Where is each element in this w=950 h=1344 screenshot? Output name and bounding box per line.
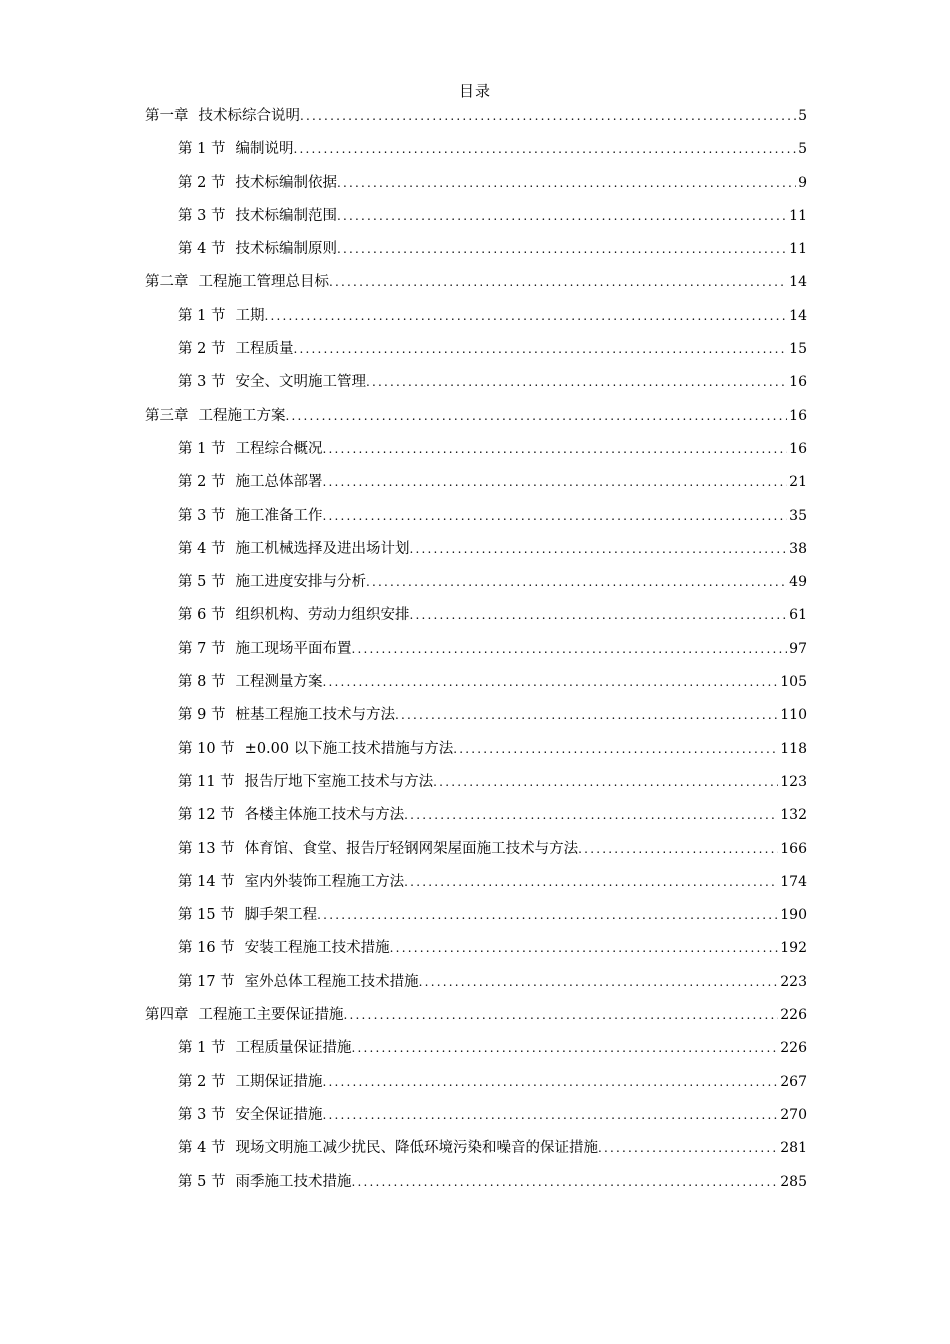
toc-entry-page-number: 14 xyxy=(789,274,807,291)
toc-entry-number: 第 14 节 xyxy=(178,873,235,890)
toc-entry-number: 第一章 xyxy=(145,108,189,124)
toc-entry-title: 技术标编制范围 xyxy=(235,207,337,224)
toc-section-entry[interactable] xyxy=(145,1103,807,1136)
toc-dot-leader xyxy=(329,270,787,294)
toc-entry-title: 工程施工管理总目标 xyxy=(198,274,329,291)
toc-title: 目录 xyxy=(458,82,491,100)
toc-section-entry[interactable] xyxy=(145,1036,807,1069)
toc-entry-number: 第 6 节 xyxy=(178,607,226,624)
toc-entry-title: 工期保证措施 xyxy=(235,1073,323,1090)
toc-entry-title: 技术标综合说明 xyxy=(198,108,300,124)
toc-dot-leader xyxy=(390,936,779,960)
toc-entry-number: 第 4 节 xyxy=(178,241,226,258)
toc-section-entry[interactable] xyxy=(145,770,807,803)
toc-section-entry[interactable] xyxy=(145,237,807,270)
toc-dot-leader xyxy=(264,304,787,328)
toc-dot-leader xyxy=(337,171,796,195)
toc-entry-number: 第 9 节 xyxy=(178,707,226,724)
toc-entry-page-number: 123 xyxy=(780,773,807,790)
toc-section-entry[interactable] xyxy=(145,570,807,603)
toc-dot-leader xyxy=(322,670,778,694)
toc-entry-number: 第 1 节 xyxy=(178,307,226,324)
toc-dot-leader xyxy=(286,404,788,428)
toc-entry-number: 第 4 节 xyxy=(178,1140,226,1157)
toc-section-entry[interactable] xyxy=(145,703,807,736)
toc-dot-leader xyxy=(322,1103,778,1127)
toc-dot-leader xyxy=(598,1136,778,1160)
toc-entry-page-number: 9 xyxy=(798,174,807,191)
toc-entry-page-number: 267 xyxy=(780,1073,807,1090)
toc-entry-number: 第 3 节 xyxy=(178,1106,226,1123)
toc-entry-page-number: 110 xyxy=(780,707,807,724)
toc-dot-leader xyxy=(293,137,796,161)
toc-section-entry[interactable] xyxy=(145,870,807,903)
toc-dot-leader xyxy=(578,837,778,861)
toc-entry-number: 第 12 节 xyxy=(178,807,235,824)
toc-section-entry[interactable] xyxy=(145,936,807,969)
toc-section-entry[interactable] xyxy=(145,737,807,770)
toc-entry-page-number: 21 xyxy=(789,474,807,491)
toc-entry-page-number: 35 xyxy=(789,507,807,524)
toc-dot-leader xyxy=(322,1070,778,1094)
toc-entry-title: 组织机构、劳动力组织安排 xyxy=(235,607,410,624)
toc-entry-number: 第 4 节 xyxy=(178,540,226,557)
toc-entry-page-number: 97 xyxy=(789,640,807,657)
toc-entry-title: 施工总体部署 xyxy=(235,474,323,491)
toc-entry-title: 施工机械选择及进出场计划 xyxy=(235,540,410,557)
toc-section-entry[interactable] xyxy=(145,803,807,836)
toc-entry-page-number: 226 xyxy=(780,1040,807,1057)
toc-entry-title: 报告厅地下室施工技术与方法 xyxy=(244,773,434,790)
toc-entry-number: 第 2 节 xyxy=(178,474,226,491)
toc-entry-title: 编制说明 xyxy=(235,141,294,158)
toc-entry-title: 安装工程施工技术措施 xyxy=(244,940,390,957)
toc-entry-number: 第 7 节 xyxy=(178,640,226,657)
toc-entry-title: 工程施工方案 xyxy=(198,407,286,424)
toc-entry-page-number: 285 xyxy=(780,1173,807,1190)
toc-entry-title: 施工进度安排与分析 xyxy=(235,574,366,591)
toc-entry-title: 安全、文明施工管理 xyxy=(235,374,366,391)
toc-dot-leader xyxy=(337,237,787,261)
toc-entry-title: 技术标编制原则 xyxy=(235,241,337,258)
toc-section-entry[interactable] xyxy=(145,637,807,670)
toc-section-entry[interactable] xyxy=(145,171,807,204)
toc-entry-page-number: 190 xyxy=(780,907,807,924)
toc-chapter-entry[interactable] xyxy=(145,1003,807,1036)
toc-section-entry[interactable] xyxy=(145,670,807,703)
toc-dot-leader xyxy=(322,437,787,461)
toc-dot-leader xyxy=(395,703,778,727)
toc-list xyxy=(145,104,807,1203)
toc-entry-title: 施工现场平面布置 xyxy=(235,640,352,657)
toc-dot-leader xyxy=(300,104,796,128)
toc-entry-page-number: 16 xyxy=(789,440,807,457)
toc-chapter-entry[interactable] xyxy=(145,104,807,137)
toc-dot-leader xyxy=(404,870,778,894)
toc-dot-leader xyxy=(322,470,787,494)
toc-chapter-entry[interactable] xyxy=(145,270,807,303)
toc-entry-title: 桩基工程施工技术与方法 xyxy=(235,707,395,724)
toc-entry-title: 工期 xyxy=(235,307,265,324)
toc-entry-page-number: 16 xyxy=(789,407,807,424)
toc-dot-leader xyxy=(419,970,779,994)
toc-dot-leader xyxy=(351,1170,778,1194)
toc-entry-number: 第 1 节 xyxy=(178,440,226,457)
toc-entry-title: 体育馆、食堂、报告厅轻钢网架屋面施工技术与方法 xyxy=(244,840,579,857)
toc-dot-leader xyxy=(337,204,787,228)
toc-entry-title: 工程质量保证措施 xyxy=(235,1040,352,1057)
toc-entry-title: 各楼主体施工技术与方法 xyxy=(244,807,405,824)
toc-entry-page-number: 49 xyxy=(789,574,807,591)
toc-section-entry[interactable] xyxy=(145,304,807,337)
toc-entry-page-number: 226 xyxy=(780,1007,807,1024)
toc-section-entry[interactable] xyxy=(145,337,807,370)
toc-section-entry[interactable] xyxy=(145,437,807,470)
toc-entry-page-number: 118 xyxy=(780,740,807,757)
toc-section-entry[interactable] xyxy=(145,137,807,170)
toc-section-entry[interactable] xyxy=(145,970,807,1003)
toc-entry-title: 安全保证措施 xyxy=(235,1106,323,1123)
toc-section-entry[interactable] xyxy=(145,1170,807,1203)
toc-entry-page-number: 174 xyxy=(780,873,807,890)
toc-entry-page-number: 5 xyxy=(798,108,807,124)
toc-dot-leader xyxy=(293,337,787,361)
toc-entry-number: 第 1 节 xyxy=(178,141,226,158)
toc-entry-page-number: 223 xyxy=(780,973,807,990)
toc-dot-leader xyxy=(317,903,778,927)
toc-entry-number: 第 2 节 xyxy=(178,174,226,191)
toc-entry-page-number: 61 xyxy=(789,607,807,624)
toc-section-entry[interactable] xyxy=(145,903,807,936)
toc-entry-number: 第 11 节 xyxy=(178,773,235,790)
toc-entry-number: 第 15 节 xyxy=(178,907,235,924)
toc-section-entry[interactable] xyxy=(145,470,807,503)
toc-entry-page-number: 38 xyxy=(789,540,807,557)
toc-entry-page-number: 16 xyxy=(789,374,807,391)
toc-entry-number: 第 8 节 xyxy=(178,674,226,691)
toc-dot-leader xyxy=(322,504,787,528)
toc-section-entry[interactable] xyxy=(145,504,807,537)
toc-section-entry[interactable] xyxy=(145,370,807,403)
toc-section-entry[interactable] xyxy=(145,1136,807,1169)
toc-entry-number: 第 16 节 xyxy=(178,940,235,957)
toc-entry-page-number: 11 xyxy=(789,241,807,258)
toc-entry-number: 第 2 节 xyxy=(178,1073,226,1090)
toc-entry-number: 第二章 xyxy=(145,274,189,291)
toc-dot-leader xyxy=(453,737,778,761)
toc-dot-leader xyxy=(366,570,787,594)
toc-entry-number: 第 2 节 xyxy=(178,341,226,358)
toc-entry-title: 脚手架工程 xyxy=(244,907,318,924)
toc-entry-page-number: 166 xyxy=(780,840,807,857)
toc-dot-leader xyxy=(409,537,787,561)
toc-section-entry[interactable] xyxy=(145,1070,807,1103)
toc-entry-page-number: 132 xyxy=(780,807,807,824)
toc-entry-title: 现场文明施工减少扰民、降低环境污染和噪音的保证措施 xyxy=(235,1140,598,1157)
toc-dot-leader xyxy=(409,603,787,627)
toc-dot-leader xyxy=(404,803,778,827)
toc-entry-number: 第 13 节 xyxy=(178,840,235,857)
toc-dot-leader xyxy=(351,637,787,661)
toc-entry-title: 施工准备工作 xyxy=(235,507,323,524)
toc-entry-number: 第四章 xyxy=(145,1007,189,1024)
toc-entry-number: 第 5 节 xyxy=(178,574,226,591)
toc-dot-leader xyxy=(344,1003,779,1027)
toc-entry-page-number: 192 xyxy=(780,940,807,957)
toc-section-entry[interactable] xyxy=(145,537,807,570)
toc-entry-page-number: 5 xyxy=(798,141,807,158)
toc-entry-page-number: 14 xyxy=(789,307,807,324)
toc-entry-number: 第 5 节 xyxy=(178,1173,226,1190)
toc-entry-title: 室内外装饰工程施工方法 xyxy=(244,873,405,890)
toc-entry-page-number: 15 xyxy=(789,341,807,358)
toc-entry-number: 第 1 节 xyxy=(178,1040,226,1057)
toc-entry-title: 工程质量 xyxy=(235,341,294,358)
toc-entry-number: 第 3 节 xyxy=(178,507,226,524)
toc-dot-leader xyxy=(433,770,778,794)
toc-entry-title: 工程施工主要保证措施 xyxy=(198,1007,344,1024)
toc-entry-title: ±0.00 以下施工技术措施与方法 xyxy=(244,740,454,757)
toc-section-entry[interactable] xyxy=(145,603,807,636)
toc-chapter-entry[interactable] xyxy=(145,404,807,437)
toc-entry-number: 第三章 xyxy=(145,407,189,424)
toc-dot-leader xyxy=(366,370,787,394)
toc-entry-title: 工程综合概况 xyxy=(235,440,323,457)
toc-entry-page-number: 270 xyxy=(780,1106,807,1123)
toc-entry-page-number: 281 xyxy=(780,1140,807,1157)
toc-section-entry[interactable] xyxy=(145,837,807,870)
toc-entry-number: 第 3 节 xyxy=(178,207,226,224)
toc-section-entry[interactable] xyxy=(145,204,807,237)
toc-entry-number: 第 10 节 xyxy=(178,740,235,757)
toc-dot-leader xyxy=(351,1036,778,1060)
toc-entry-title: 工程测量方案 xyxy=(235,674,323,691)
toc-entry-title: 室外总体工程施工技术措施 xyxy=(244,973,419,990)
toc-entry-page-number: 105 xyxy=(780,674,807,691)
toc-entry-number: 第 3 节 xyxy=(178,374,226,391)
toc-entry-title: 雨季施工技术措施 xyxy=(235,1173,352,1190)
toc-entry-page-number: 11 xyxy=(789,207,807,224)
toc-entry-number: 第 17 节 xyxy=(178,973,235,990)
toc-entry-title: 技术标编制依据 xyxy=(235,174,337,191)
